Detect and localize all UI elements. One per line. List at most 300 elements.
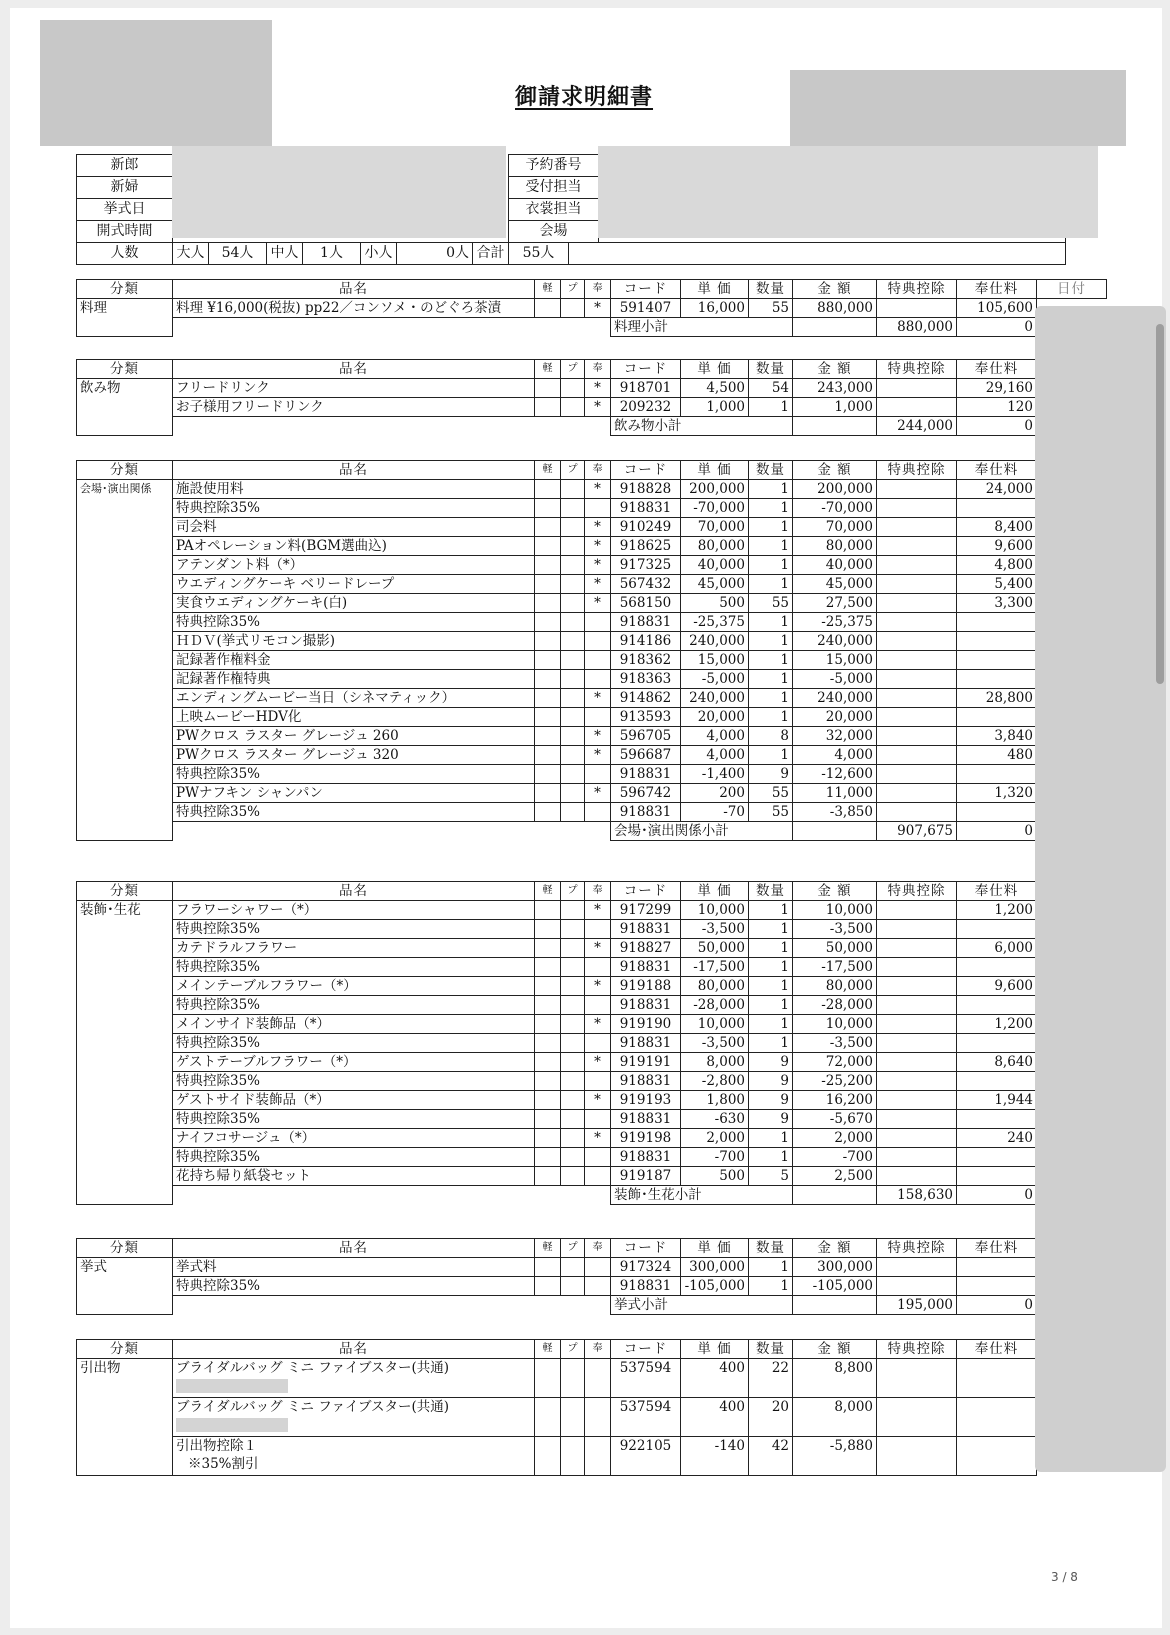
pu-cell xyxy=(561,613,585,632)
section-table xyxy=(76,460,1114,841)
subtotal-row xyxy=(77,822,1114,841)
item-name: 記録著作権特典 xyxy=(173,670,535,689)
subtotal-discount: 0 xyxy=(957,1296,1037,1315)
kei-cell xyxy=(535,977,561,996)
unit-price: -630 xyxy=(681,1110,749,1129)
unit-price: 80,000 xyxy=(681,537,749,556)
header-code: コード xyxy=(611,1340,681,1359)
header-pu: プ xyxy=(561,882,585,901)
kei-cell xyxy=(535,689,561,708)
header-item: 品名 xyxy=(173,280,535,299)
unit-price: 40,000 xyxy=(681,556,749,575)
service-fee xyxy=(957,803,1037,822)
kei-cell xyxy=(535,1167,561,1186)
quantity: 1 xyxy=(749,1258,793,1277)
item-name: 特典控除35% xyxy=(173,803,535,822)
item-name xyxy=(173,1359,535,1398)
service-fee xyxy=(957,1258,1037,1277)
service-fee: 8,640 xyxy=(957,1053,1037,1072)
item-code: 922105 xyxy=(611,1437,681,1476)
unit-price: 400 xyxy=(681,1398,749,1437)
pu-cell xyxy=(561,727,585,746)
service-fee: 1,200 xyxy=(957,1015,1037,1034)
adult-label: 大人 xyxy=(173,243,209,265)
header-unit-price: 単 価 xyxy=(681,280,749,299)
unit-price: 16,000 xyxy=(681,299,749,318)
header-category: 分類 xyxy=(77,280,173,299)
item-name: カテドラルフラワー xyxy=(173,939,535,958)
item-code: 918362 xyxy=(611,651,681,670)
tax-mark: * xyxy=(585,480,611,499)
service-fee: 29,160 xyxy=(957,379,1037,398)
item-name: PAオペレーション料(BGM選曲込) xyxy=(173,537,535,556)
item-code: 568150 xyxy=(611,594,681,613)
discount-cell xyxy=(877,651,957,670)
service-fee: 105,600 xyxy=(957,299,1037,318)
item-code: 918831 xyxy=(611,996,681,1015)
kei-cell xyxy=(535,379,561,398)
redacted-text xyxy=(176,1418,288,1432)
table-row xyxy=(77,1091,1114,1110)
header-qty: 数量 xyxy=(749,280,793,299)
header-pu: プ xyxy=(561,1340,585,1359)
amount: -25,375 xyxy=(793,613,877,632)
amount: -700 xyxy=(793,1148,877,1167)
service-fee: 5,400 xyxy=(957,575,1037,594)
unit-price: 50,000 xyxy=(681,939,749,958)
item-code: 596705 xyxy=(611,727,681,746)
section-table xyxy=(76,279,1114,337)
invoice-page xyxy=(10,8,1162,1628)
tax-mark xyxy=(585,1034,611,1053)
item-name: ウエディングケーキ ベリードレープ xyxy=(173,575,535,594)
pu-cell xyxy=(561,1015,585,1034)
item-code: 918831 xyxy=(611,920,681,939)
header-pu: プ xyxy=(561,360,585,379)
item-code: 918701 xyxy=(611,379,681,398)
pu-cell xyxy=(561,1110,585,1129)
tax-mark: * xyxy=(585,784,611,803)
header-kei: 軽 xyxy=(535,461,561,480)
subtotal-amount: 880,000 xyxy=(877,318,957,337)
item-name: ナイフコサージュ（*） xyxy=(173,1129,535,1148)
pu-cell xyxy=(561,1129,585,1148)
quantity: 1 xyxy=(749,746,793,765)
discount-cell xyxy=(877,1437,957,1476)
item-code: 919188 xyxy=(611,977,681,996)
quantity: 55 xyxy=(749,299,793,318)
tax-mark: * xyxy=(585,689,611,708)
item-name xyxy=(173,1398,535,1437)
unit-price: 15,000 xyxy=(681,651,749,670)
venue-label: 会場 xyxy=(509,221,599,243)
item-code: 567432 xyxy=(611,575,681,594)
table-header-row xyxy=(77,1340,1107,1359)
table-row xyxy=(77,379,1114,398)
section-table xyxy=(76,1238,1114,1315)
unit-price: -25,375 xyxy=(681,613,749,632)
kei-cell xyxy=(535,480,561,499)
unit-price: 500 xyxy=(681,1167,749,1186)
item-code: 914862 xyxy=(611,689,681,708)
item-name: ゲストテーブルフラワー（*） xyxy=(173,1053,535,1072)
table-row xyxy=(77,727,1114,746)
item-name: 挙式料 xyxy=(173,1258,535,1277)
kei-cell xyxy=(535,537,561,556)
quantity: 9 xyxy=(749,1110,793,1129)
quantity: 1 xyxy=(749,996,793,1015)
discount-cell xyxy=(877,670,957,689)
table-row xyxy=(77,670,1114,689)
amount: 27,500 xyxy=(793,594,877,613)
discount-cell xyxy=(877,1167,957,1186)
subtotal-row xyxy=(77,1296,1114,1315)
item-name: 記録著作権料金 xyxy=(173,651,535,670)
amount: -17,500 xyxy=(793,958,877,977)
discount-cell xyxy=(877,1359,957,1398)
table-row xyxy=(77,651,1114,670)
item-name: 特典控除35% xyxy=(173,1034,535,1053)
item-name-text: 引出物控除１ xyxy=(176,1438,257,1454)
adult-count: 54人 xyxy=(209,243,267,265)
amount: 4,000 xyxy=(793,746,877,765)
discount-cell xyxy=(877,1110,957,1129)
subtotal-row xyxy=(77,1186,1114,1205)
service-fee xyxy=(957,708,1037,727)
page-number: 3 / 8 xyxy=(1051,1570,1078,1584)
quantity: 5 xyxy=(749,1167,793,1186)
kei-cell xyxy=(535,1091,561,1110)
service-fee: 8,400 xyxy=(957,518,1037,537)
subtotal-amount: 158,630 xyxy=(877,1186,957,1205)
subtotal-discount: 0 xyxy=(957,1186,1037,1205)
kei-cell xyxy=(535,1129,561,1148)
service-fee xyxy=(957,613,1037,632)
redacted-date-column xyxy=(1035,306,1166,1472)
redacted-text xyxy=(176,1379,288,1393)
tax-mark: * xyxy=(585,398,611,417)
pu-cell xyxy=(561,784,585,803)
tax-mark xyxy=(585,1148,611,1167)
tax-mark: * xyxy=(585,1129,611,1148)
section-table xyxy=(76,881,1114,1205)
service-fee xyxy=(957,958,1037,977)
header-item: 品名 xyxy=(173,461,535,480)
pu-cell xyxy=(561,765,585,784)
header-amount: 金 額 xyxy=(793,280,877,299)
discount-cell xyxy=(877,398,957,417)
unit-price: 300,000 xyxy=(681,1258,749,1277)
tax-mark: * xyxy=(585,977,611,996)
discount-cell xyxy=(877,1277,957,1296)
kei-cell xyxy=(535,1148,561,1167)
discount-cell xyxy=(877,689,957,708)
pu-cell xyxy=(561,746,585,765)
service-fee xyxy=(957,1167,1037,1186)
header-code: コード xyxy=(611,882,681,901)
amount: 200,000 xyxy=(793,480,877,499)
pu-cell xyxy=(561,1398,585,1437)
item-name: 特典控除35% xyxy=(173,996,535,1015)
pu-cell xyxy=(561,1277,585,1296)
pu-cell xyxy=(561,689,585,708)
discount-cell xyxy=(877,499,957,518)
quantity: 1 xyxy=(749,920,793,939)
table-row xyxy=(77,1398,1107,1437)
table-row xyxy=(77,1437,1107,1476)
discount-cell xyxy=(877,1148,957,1167)
table-row xyxy=(77,518,1114,537)
header-unit-price: 単 価 xyxy=(681,461,749,480)
middle-label: 中人 xyxy=(267,243,303,265)
item-code: 918831 xyxy=(611,803,681,822)
tax-mark xyxy=(585,958,611,977)
table-row xyxy=(77,784,1114,803)
table-header-row xyxy=(77,280,1114,299)
service-fee: 240 xyxy=(957,1129,1037,1148)
amount: -28,000 xyxy=(793,996,877,1015)
discount-cell xyxy=(877,632,957,651)
tax-mark xyxy=(585,803,611,822)
header-service: 奉仕料 xyxy=(957,280,1037,299)
amount: -5,000 xyxy=(793,670,877,689)
item-code: 919193 xyxy=(611,1091,681,1110)
table-row xyxy=(77,1015,1114,1034)
kei-cell xyxy=(535,299,561,318)
header-pu: プ xyxy=(561,280,585,299)
tax-mark: * xyxy=(585,518,611,537)
subtotal-amount: 244,000 xyxy=(877,417,957,436)
discount-cell xyxy=(877,727,957,746)
header-item: 品名 xyxy=(173,882,535,901)
amount: -12,600 xyxy=(793,765,877,784)
subtotal-label: 飲み物小計 xyxy=(611,417,793,436)
amount: 1,000 xyxy=(793,398,877,417)
service-fee: 3,840 xyxy=(957,727,1037,746)
item-note: ※35%割引 xyxy=(188,1456,259,1472)
header-hou: 奉 xyxy=(585,1239,611,1258)
hou-cell xyxy=(585,1359,611,1398)
groom-label: 新郎 xyxy=(77,155,173,177)
header-qty: 数量 xyxy=(749,360,793,379)
kei-cell xyxy=(535,499,561,518)
service-fee xyxy=(957,1072,1037,1091)
ceremony-date-label: 挙式日 xyxy=(77,199,173,221)
child-label: 小人 xyxy=(361,243,397,265)
tax-mark: * xyxy=(585,727,611,746)
scrollbar[interactable] xyxy=(1156,324,1164,684)
unit-price: 240,000 xyxy=(681,632,749,651)
hou-cell xyxy=(585,1398,611,1437)
item-code: 917324 xyxy=(611,1258,681,1277)
tax-mark: * xyxy=(585,901,611,920)
tax-mark: * xyxy=(585,299,611,318)
unit-price: 8,000 xyxy=(681,1053,749,1072)
kei-cell xyxy=(535,746,561,765)
kei-cell xyxy=(535,1359,561,1398)
pu-cell xyxy=(561,1034,585,1053)
unit-price: 240,000 xyxy=(681,689,749,708)
amount: 40,000 xyxy=(793,556,877,575)
table-row xyxy=(77,398,1114,417)
costume-staff-label: 衣裳担当 xyxy=(509,199,599,221)
item-name: 上映ムービーHDV化 xyxy=(173,708,535,727)
amount: 80,000 xyxy=(793,537,877,556)
tax-mark xyxy=(585,996,611,1015)
subtotal-label: 挙式小計 xyxy=(611,1296,793,1315)
header-discount: 特典控除 xyxy=(877,1340,957,1359)
header-hou: 奉 xyxy=(585,280,611,299)
quantity: 22 xyxy=(749,1359,793,1398)
kei-cell xyxy=(535,1072,561,1091)
kei-cell xyxy=(535,1110,561,1129)
header-category: 分類 xyxy=(77,1340,173,1359)
service-fee: 1,944 xyxy=(957,1091,1037,1110)
redacted-logo xyxy=(40,20,272,146)
pu-cell xyxy=(561,537,585,556)
service-fee: 3,300 xyxy=(957,594,1037,613)
subtotal-left-blank xyxy=(173,1186,611,1205)
amount: 45,000 xyxy=(793,575,877,594)
pu-cell xyxy=(561,708,585,727)
table-row xyxy=(77,996,1114,1015)
header-code: コード xyxy=(611,280,681,299)
service-fee: 9,600 xyxy=(957,977,1037,996)
quantity: 1 xyxy=(749,575,793,594)
quantity: 55 xyxy=(749,784,793,803)
quantity: 9 xyxy=(749,1072,793,1091)
tax-mark: * xyxy=(585,575,611,594)
pu-cell xyxy=(561,379,585,398)
quantity: 1 xyxy=(749,651,793,670)
item-code: 914186 xyxy=(611,632,681,651)
amount: 880,000 xyxy=(793,299,877,318)
subtotal-blank xyxy=(793,1296,877,1315)
header-kei: 軽 xyxy=(535,1239,561,1258)
amount: 2,000 xyxy=(793,1129,877,1148)
unit-price: -17,500 xyxy=(681,958,749,977)
pu-cell xyxy=(561,1258,585,1277)
pu-cell xyxy=(561,575,585,594)
header-service: 奉仕料 xyxy=(957,461,1037,480)
subtotal-amount: 907,675 xyxy=(877,822,957,841)
quantity: 9 xyxy=(749,765,793,784)
table-row xyxy=(77,1110,1114,1129)
discount-cell xyxy=(877,939,957,958)
discount-cell xyxy=(877,958,957,977)
kei-cell xyxy=(535,556,561,575)
item-code: 917299 xyxy=(611,901,681,920)
pu-cell xyxy=(561,901,585,920)
table-row xyxy=(77,1277,1114,1296)
header-category: 分類 xyxy=(77,882,173,901)
kei-cell xyxy=(535,939,561,958)
redacted-names xyxy=(172,146,506,238)
tax-mark xyxy=(585,632,611,651)
pu-cell xyxy=(561,556,585,575)
header-pu: プ xyxy=(561,1239,585,1258)
header-discount: 特典控除 xyxy=(877,1239,957,1258)
quantity: 54 xyxy=(749,379,793,398)
item-name: フリードリンク xyxy=(173,379,535,398)
subtotal-left-blank xyxy=(173,318,611,337)
item-name-text: ブライダルバッグ ミニ ファイブスター(共通) xyxy=(176,1399,450,1415)
discount-cell xyxy=(877,1398,957,1437)
item-name: 特典控除35% xyxy=(173,1277,535,1296)
kei-cell xyxy=(535,632,561,651)
tax-mark xyxy=(585,1110,611,1129)
kei-cell xyxy=(535,1034,561,1053)
item-name: 施設使用料 xyxy=(173,480,535,499)
quantity: 1 xyxy=(749,556,793,575)
quantity: 55 xyxy=(749,594,793,613)
amount: -5,670 xyxy=(793,1110,877,1129)
pu-cell xyxy=(561,977,585,996)
subtotal-label: 会場･演出関係小計 xyxy=(611,822,793,841)
header-qty: 数量 xyxy=(749,882,793,901)
item-name: PWクロス ラスター グレージュ 260 xyxy=(173,727,535,746)
header-kei: 軽 xyxy=(535,1340,561,1359)
discount-cell xyxy=(877,480,957,499)
item-name: PWナフキン シャンパン xyxy=(173,784,535,803)
tax-mark xyxy=(585,670,611,689)
table-row xyxy=(77,765,1114,784)
discount-cell xyxy=(877,1034,957,1053)
quantity: 1 xyxy=(749,670,793,689)
amount: 8,000 xyxy=(793,1398,877,1437)
header-qty: 数量 xyxy=(749,1239,793,1258)
discount-cell xyxy=(877,537,957,556)
kei-cell xyxy=(535,398,561,417)
kei-cell xyxy=(535,1015,561,1034)
people-label: 人数 xyxy=(77,243,173,265)
pu-cell xyxy=(561,499,585,518)
table-row xyxy=(77,575,1114,594)
item-name: お子様用フリードリンク xyxy=(173,398,535,417)
item-name: 特典控除35% xyxy=(173,958,535,977)
discount-cell xyxy=(877,1053,957,1072)
unit-price: 500 xyxy=(681,594,749,613)
item-name: 特典控除35% xyxy=(173,499,535,518)
table-row xyxy=(77,803,1114,822)
item-name: ＨＤＶ(挙式リモコン撮影) xyxy=(173,632,535,651)
item-name: エンディングムービー当日（シネマティック） xyxy=(173,689,535,708)
item-code: 918827 xyxy=(611,939,681,958)
kei-cell xyxy=(535,594,561,613)
reception-staff-label: 受付担当 xyxy=(509,177,599,199)
discount-cell xyxy=(877,996,957,1015)
header-amount: 金 額 xyxy=(793,882,877,901)
quantity: 1 xyxy=(749,689,793,708)
amount: 80,000 xyxy=(793,977,877,996)
tax-mark xyxy=(585,708,611,727)
table-row xyxy=(77,299,1114,318)
kei-cell xyxy=(535,708,561,727)
unit-price: 400 xyxy=(681,1359,749,1398)
amount: 240,000 xyxy=(793,689,877,708)
tax-mark xyxy=(585,1072,611,1091)
table-row xyxy=(77,1167,1114,1186)
tax-mark: * xyxy=(585,1091,611,1110)
quantity: 1 xyxy=(749,1015,793,1034)
item-name: フラワーシャワー（*） xyxy=(173,901,535,920)
quantity: 1 xyxy=(749,1277,793,1296)
pu-cell xyxy=(561,1072,585,1091)
amount: -25,200 xyxy=(793,1072,877,1091)
kei-cell xyxy=(535,1277,561,1296)
item-code: 918831 xyxy=(611,1277,681,1296)
hou-cell xyxy=(585,1437,611,1476)
